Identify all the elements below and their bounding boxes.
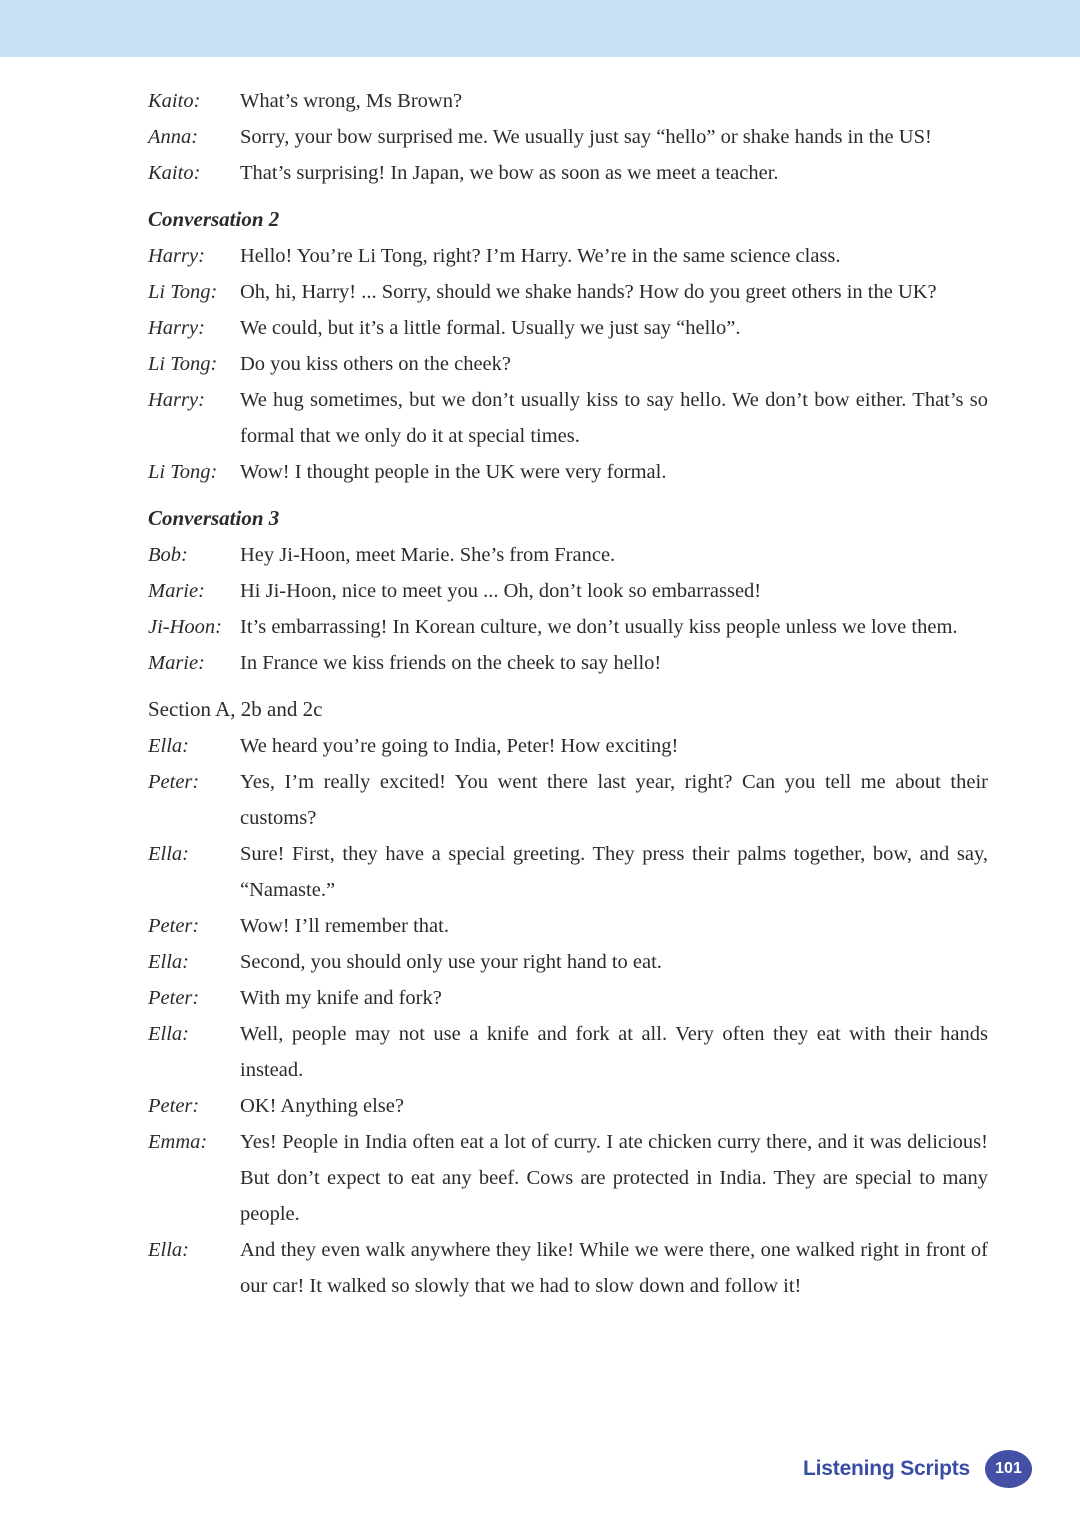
speaker-label: Li Tong: [148,281,218,303]
speaker-label: Kaito: [148,162,201,184]
dialogue-turn [148,609,988,645]
speaker-label: Peter: [148,987,200,1009]
speaker-label: Ella: [148,1239,189,1261]
script-section [148,691,988,1304]
speaker-label: Marie: [148,652,205,674]
speaker-label: Bob: [148,544,188,566]
dialogue-turn [148,274,988,310]
dialogue-turn [148,537,988,573]
speaker-label: Ella: [148,735,189,757]
dialogue-turn [148,1088,988,1124]
dialogue-turn [148,155,988,191]
dialogue-text: With my knife and fork? [240,987,442,1009]
dialogue-text: That’s surprising! In Japan, we bow as soon as we meet a teacher. [240,162,779,184]
dialogue-turn [148,454,988,490]
dialogue-text: Hey Ji-Hoon, meet Marie. She’s from France. [240,544,616,566]
dialogue-text: In France we kiss friends on the cheek to say hello! [240,652,662,674]
dialogue-turn [148,1124,988,1232]
dialogue-turn [148,238,988,274]
dialogue-text: Well, people may not use a knife and fork at all. Very often they eat with their hands instead. [240,1023,988,1081]
dialogue-text: OK! Anything else? [240,1095,404,1117]
dialogue-turn [148,1016,988,1088]
dialogue-turn [148,645,988,681]
dialogue-text: Wow! I’ll remember that. [240,915,449,937]
dialogue-text: Sorry, your bow surprised me. We usually just say “hello” or shake hands in the US! [240,126,932,148]
script-section [148,201,988,490]
dialogue-text: We could, but it’s a little formal. Usually we just say “hello”. [240,317,741,339]
speaker-label: Peter: [148,915,200,937]
speaker-label: Ella: [148,1023,189,1045]
dialogue-text: Oh, hi, Harry! ... Sorry, should we shake hands? How do you greet others in the UK? [240,281,937,303]
speaker-label: Emma: [148,1131,208,1153]
dialogue-text: And they even walk anywhere they like! While we were there, one walked right in front of our car! It walked so slowly that we had to slow down and follow it! [240,1239,988,1297]
speaker-label: Harry: [148,389,205,411]
dialogue-text: Wow! I thought people in the UK were very formal. [240,461,667,483]
dialogue-text: Yes, I’m really excited! You went there last year, right? Can you tell me about their customs? [240,771,988,829]
script-section [148,500,988,681]
footer-section-title: Listening Scripts [803,1457,970,1480]
dialogue-turn [148,836,988,908]
dialogue-text: We hug sometimes, but we don’t usually kiss to say hello. We don’t bow either. That’s so formal that we only do it at special times. [240,389,988,447]
dialogue-text: It’s embarrassing! In Korean culture, we don’t usually kiss people unless we love them. [240,616,958,638]
dialogue-turn [148,83,988,119]
speaker-label: Harry: [148,245,205,267]
dialogue-text: Hi Ji-Hoon, nice to meet you ... Oh, don’t look so embarrassed! [240,580,762,602]
dialogue-turn [148,764,988,836]
dialogue-turn [148,728,988,764]
speaker-label: Ji-Hoon: [148,616,223,638]
dialogue-turn [148,119,988,155]
dialogue-text: Sure! First, they have a special greeting. They press their palms together, bow, and say, “Namaste.” [240,843,988,901]
dialogue-turn [148,310,988,346]
section-heading: Conversation 2 [148,207,280,231]
dialogue-text: Yes! People in India often eat a lot of curry. I ate chicken curry there, and it was delicious! But don’t expect to eat any beef. Cows are protected in India. They are special to many people. [240,1131,988,1225]
speaker-label: Li Tong: [148,461,218,483]
speaker-label: Peter: [148,1095,200,1117]
dialogue-turn [148,908,988,944]
header-band [0,0,1080,57]
section-heading: Section A, 2b and 2c [148,697,323,721]
speaker-label: Harry: [148,317,205,339]
dialogue-turn [148,573,988,609]
dialogue-text: Do you kiss others on the cheek? [240,353,511,375]
dialogue-turn [148,980,988,1016]
speaker-label: Li Tong: [148,353,218,375]
speaker-label: Ella: [148,951,189,973]
dialogue-turn [148,382,988,454]
dialogue-text: Hello! You’re Li Tong, right? I’m Harry. We’re in the same science class. [240,245,841,267]
dialogue-turn [148,1232,988,1304]
page-footer [803,1450,1032,1488]
dialogue-text: What’s wrong, Ms Brown? [240,90,463,112]
speaker-label: Peter: [148,771,200,793]
speaker-label: Kaito: [148,90,201,112]
speaker-label: Ella: [148,843,189,865]
dialogue-turn [148,346,988,382]
page-number-badge: 101 [985,1450,1032,1488]
speaker-label: Marie: [148,580,205,602]
script-section [148,83,988,191]
listening-scripts-content [148,83,988,1304]
speaker-label: Anna: [148,126,199,148]
dialogue-turn [148,944,988,980]
section-heading: Conversation 3 [148,506,280,530]
dialogue-text: We heard you’re going to India, Peter! How exciting! [240,735,679,757]
dialogue-text: Second, you should only use your right hand to eat. [240,951,662,973]
